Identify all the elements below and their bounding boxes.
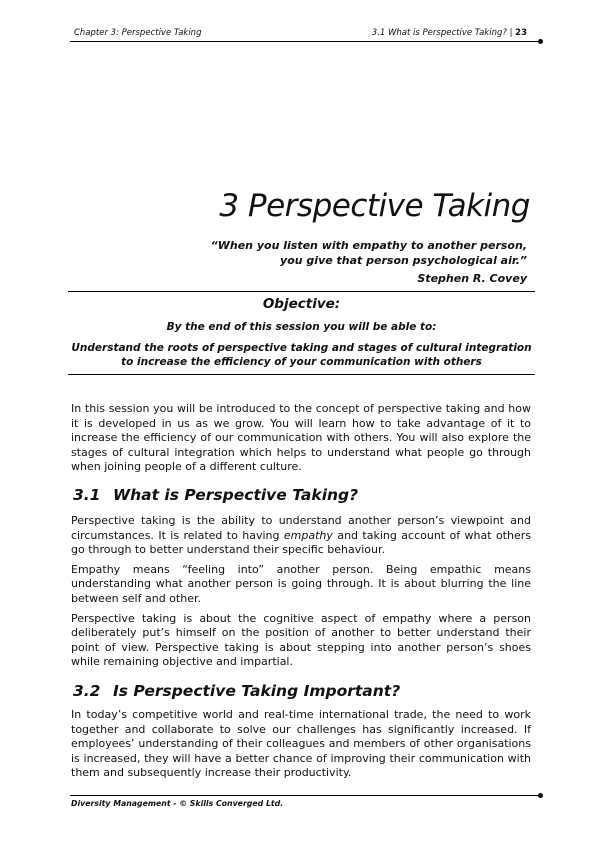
page-number: 23 bbox=[515, 28, 527, 38]
objective-title: Objective: bbox=[262, 296, 341, 312]
objective-subtitle: By the end of this session you will be able to: bbox=[166, 321, 437, 333]
footer-rule bbox=[70, 795, 540, 796]
paragraph-text: and taking account of what others go through to better understand their specific behaviour. bbox=[71, 528, 531, 557]
chapter-title: 3 Perspective Taking bbox=[219, 188, 530, 224]
section-title: What is Perspective Taking? bbox=[113, 486, 359, 504]
paragraph: Empathy means “feeling into” another person. Being empathic means understanding what another person is going through. It is about blurring the line between self and other. bbox=[71, 562, 531, 605]
section-title: Is Perspective Taking Important? bbox=[113, 682, 401, 700]
paragraph: Perspective taking is about the cognitive aspect of empathy where a person deliberately put’s himself on the position of another to better understand their point of view. Perspective taking is about stepping into another person’s shoes while remaining objective and impartial. bbox=[71, 611, 531, 669]
paragraph bbox=[71, 514, 531, 558]
header-rule-dot bbox=[538, 39, 543, 44]
running-header-section bbox=[372, 28, 527, 38]
section-heading-3-2 bbox=[73, 682, 400, 700]
paragraph: In today’s competitive world and real-time international trade, the need to work together and collaborate to solve our challenges has significantly increased. If employees’ understanding of their colleagues and members of other organisations is increased, they will have a better chance of improving their communication with them and subsequently increase their productivity. bbox=[71, 708, 531, 780]
header-rule bbox=[70, 41, 540, 42]
objective-goal-line-1: Understand the roots of perspective taking and stages of cultural integration bbox=[71, 342, 532, 354]
section-heading-3-1 bbox=[73, 486, 358, 504]
epigraph-quote bbox=[211, 238, 527, 286]
footer-text: Diversity Management - © Skills Converged Ltd. bbox=[71, 799, 284, 808]
running-header-separator: | bbox=[509, 28, 513, 38]
section-3-1-body bbox=[71, 514, 531, 675]
objective-goal bbox=[68, 341, 535, 369]
objective-goal-line-2: to increase the efficiency of your communication with others bbox=[121, 356, 482, 368]
running-header-section-title: 3.1 What is Perspective Taking? bbox=[371, 28, 507, 38]
emphasized-term: empathy bbox=[283, 528, 333, 542]
quote-line-1: “When you listen with empathy to another person, bbox=[210, 239, 527, 252]
section-number: 3.1 bbox=[73, 486, 101, 504]
objective-box bbox=[68, 296, 535, 369]
intro-text: In this session you will be introduced to the concept of perspective taking and how it is developed in us as we grow. You will learn how to take advantage of it to increase the efficiency of our communication with others. You will also explore the stages of cultural integration which helps to understand what people go through when joining people of a different culture. bbox=[71, 402, 531, 474]
quote-line-2: you give that person psychological air.” bbox=[280, 254, 527, 267]
intro-paragraph bbox=[71, 402, 531, 480]
footer-rule-dot bbox=[538, 793, 543, 798]
section-3-2-body bbox=[71, 708, 531, 786]
quote-author: Stephen R. Covey bbox=[417, 272, 527, 285]
paragraph-text: Perspective taking is the ability to understand another person’s viewpoint and circumstances. It is related to having bbox=[71, 514, 531, 542]
objective-bottom-rule bbox=[68, 374, 535, 375]
objective-top-rule bbox=[68, 291, 535, 292]
running-header-chapter: Chapter 3: Perspective Taking bbox=[74, 28, 202, 38]
section-number: 3.2 bbox=[73, 682, 101, 700]
